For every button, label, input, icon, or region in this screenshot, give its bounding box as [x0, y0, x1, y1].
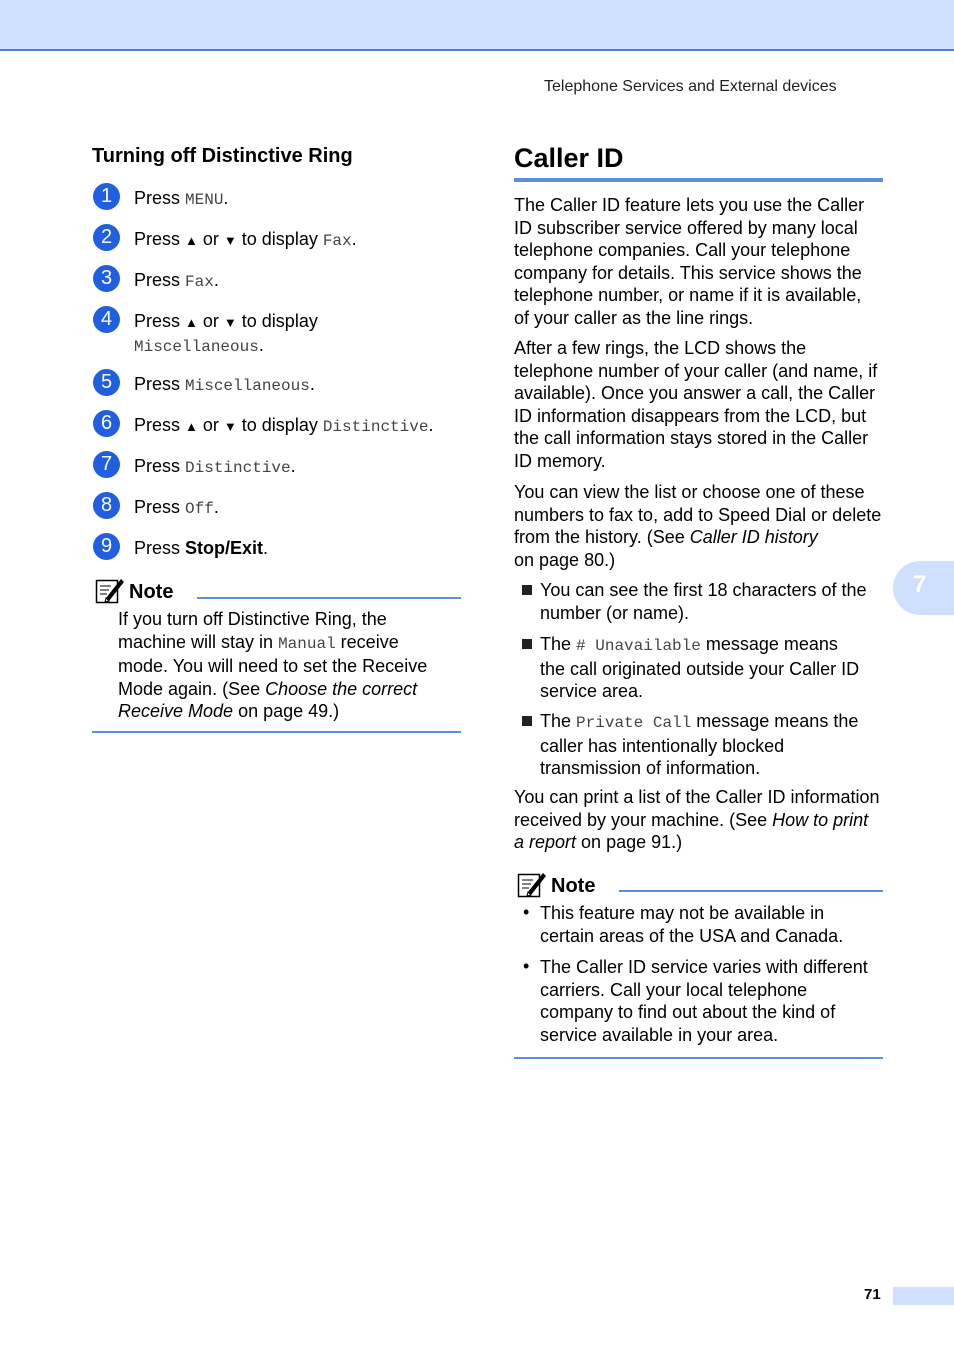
- down-arrow-icon: ▼: [223, 233, 237, 248]
- top-band: [0, 0, 954, 51]
- down-arrow-icon: ▼: [223, 315, 237, 330]
- step-number: 2: [93, 224, 120, 251]
- note-pencil-icon: [95, 576, 125, 604]
- chapter-number: 7: [913, 571, 927, 598]
- note-top-rule: [197, 597, 461, 599]
- chapter-tab: [893, 561, 954, 615]
- bullet-square-icon: [522, 585, 532, 595]
- step-text: Press Miscellaneous.: [134, 374, 315, 395]
- bullet-item: The Private Call message means the caller has intentionally blocked transmission of information.: [540, 711, 859, 778]
- bullet-item: You can see the first 18 characters of the number (or name).: [540, 580, 867, 623]
- bullet-item: The # Unavailable message means the call originated outside your Caller ID service area.: [540, 634, 860, 701]
- page-title: Caller ID: [514, 143, 624, 173]
- note-pencil-icon: [517, 870, 547, 898]
- bullet-square-icon: [522, 716, 532, 726]
- step-text: Press MENU.: [134, 188, 229, 209]
- paragraph-lcd: After a few rings, the LCD shows the telephone number of your caller (and name, if available). Once you answer a call, the Caller ID information disappears from the LCD, but the call information stays stored in the Caller ID memory.: [514, 338, 878, 471]
- note-item: This feature may not be available in certain areas of the USA and Canada.: [540, 903, 844, 946]
- up-arrow-icon: ▲: [185, 419, 198, 434]
- step-number: 4: [93, 306, 120, 333]
- step-text: Press Distinctive.: [134, 456, 296, 477]
- bullet-dot: •: [523, 956, 530, 976]
- step-text: Press ▲ or ▼ to display Distinctive.: [134, 415, 434, 436]
- paragraph-print-list: You can print a list of the Caller ID information received by your machine. (See How to print a report on page 91.): [514, 787, 880, 852]
- down-arrow-icon: ▼: [223, 419, 237, 434]
- footer-band: [893, 1287, 954, 1305]
- step-number: 3: [93, 265, 120, 292]
- step-text: Press Fax.: [134, 270, 219, 291]
- step-number: 5: [93, 369, 120, 396]
- step-text: Press Off.: [134, 497, 219, 518]
- step-number: 7: [93, 451, 120, 478]
- note-label: Note: [129, 581, 174, 603]
- paragraph-view-list: You can view the list or choose one of these numbers to fax to, add to Speed Dial or delete from the history. (See Caller ID history on page 80.): [514, 482, 882, 570]
- step-number: 6: [93, 410, 120, 437]
- step-number: 1: [93, 183, 120, 210]
- up-arrow-icon: ▲: [185, 233, 198, 248]
- running-header: Telephone Services and External devices: [544, 78, 837, 95]
- step-number: 8: [93, 492, 120, 519]
- bullet-dot: •: [523, 902, 530, 922]
- bullet-square-icon: [522, 639, 532, 649]
- note-label: Note: [551, 875, 596, 897]
- note-top-rule: [619, 890, 883, 892]
- step-text: Press Stop/Exit.: [134, 538, 269, 558]
- step-number: 9: [93, 533, 120, 560]
- note-bottom-rule: [514, 1057, 883, 1059]
- step-text: Press ▲ or ▼ to display Fax.: [134, 229, 357, 250]
- section-heading: Turning off Distinctive Ring: [92, 145, 353, 167]
- note-item: The Caller ID service varies with different carriers. Call your local telephone company to find out about the kind of service available in your area.: [540, 957, 868, 1045]
- page-number: 71: [864, 1286, 881, 1303]
- note-bottom-rule: [92, 731, 461, 733]
- title-underline: [514, 178, 883, 182]
- up-arrow-icon: ▲: [185, 315, 198, 330]
- left-note-text: If you turn off Distinctive Ring, the machine will stay in Manual receive mode. You will need to set the Receive Mode again. (See Choose the correct Receive Mode on page 49.): [118, 609, 428, 721]
- paragraph-intro: The Caller ID feature lets you use the Caller ID subscriber service offered by many local telephone companies. Call your telephone company for details. This service shows the telephone number, or name if it is available, of your caller as the line rings.: [514, 195, 865, 328]
- step-text: Press ▲ or ▼ to display Miscellaneous.: [134, 311, 318, 356]
